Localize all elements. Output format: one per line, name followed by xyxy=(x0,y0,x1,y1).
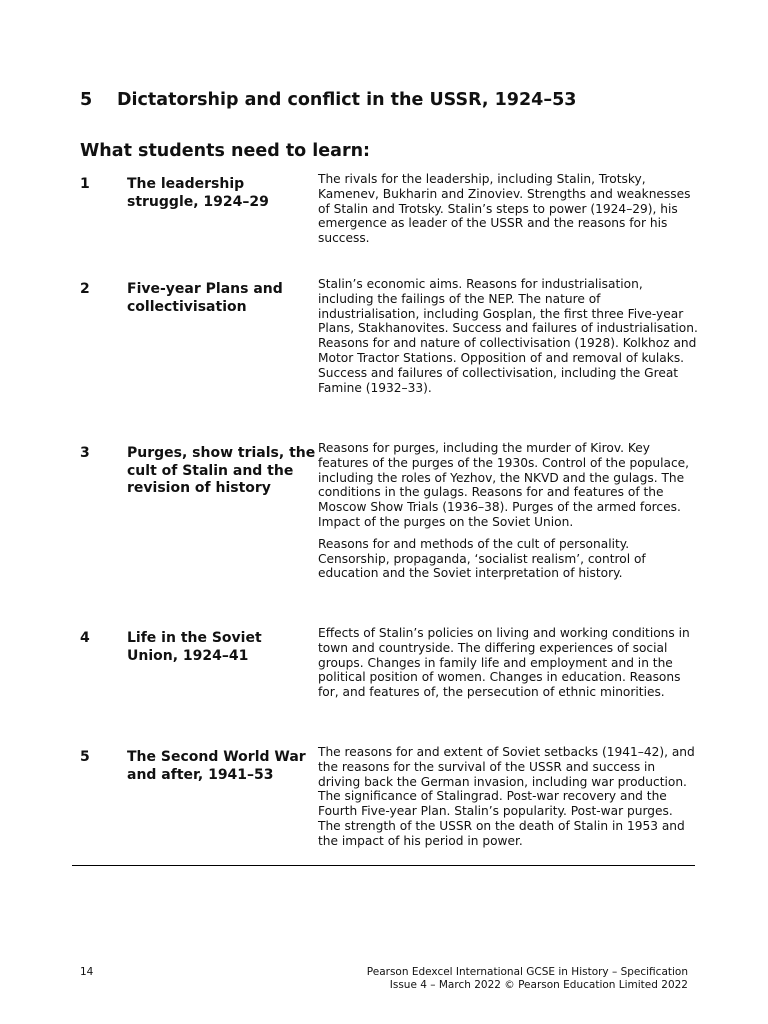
footer-publication-info xyxy=(367,966,688,991)
learning-subheading: What students need to learn: xyxy=(80,141,371,161)
topic-paragraph: Reasons for and methods of the cult of personality. Censorship, propaganda, ‘socialist realism’, control of education and the Soviet interpretation of history. xyxy=(318,536,646,581)
section-number: 5 xyxy=(80,90,93,110)
topic-title: Five-year Plans and collectivisation xyxy=(127,281,283,315)
footer-line: Pearson Edexcel International GCSE in History – Specification xyxy=(366,966,688,978)
topic-number: 2 xyxy=(80,281,90,297)
topic-paragraph: Stalin’s economic aims. Reasons for industrialisation, including the failings of the NEP. The nature of industrialisation, including Gosplan, the first three Five-year Plans, Stakhanovites. Success and failures of industrialisation. Reasons for and nature of collectivisation (1928). Kolkhoz and Motor Tractor Stations. Opposition of and removal of kulaks. Success and failures of collectivisation, including the Great Famine (1932–33). xyxy=(318,277,698,395)
topic-content xyxy=(318,626,698,707)
topic-paragraph: Effects of Stalin’s policies on living and working conditions in town and countryside. The differing experiences of social groups. Changes in family life and employment and in the political position of women. Changes in education. Reasons for, and features of, the persecution of ethnic minorities. xyxy=(318,626,690,700)
footer-line: Issue 4 – March 2022 © Pearson Education Limited 2022 xyxy=(389,978,688,991)
topic-title: Life in the Soviet Union, 1924–41 xyxy=(127,630,262,664)
topic-title: The Second World War and after, 1941–53 xyxy=(127,749,306,783)
section-title: Dictatorship and conflict in the USSR, 1924–53 xyxy=(117,90,577,110)
topic-number: 3 xyxy=(80,445,90,461)
table-bottom-rule xyxy=(72,865,695,866)
topic-paragraph: The rivals for the leadership, including Stalin, Trotsky, Kamenev, Bukharin and Zinoviev. Strengths and weaknesses of Stalin and Trotsky. Stalin’s steps to power (1924–29), his emergence as leader of the USSR and the reasons for his success. xyxy=(318,172,691,246)
topic-content xyxy=(318,441,698,588)
topic-number: 5 xyxy=(80,749,90,765)
topic-title: Purges, show trials, the cult of Stalin and the revision of history xyxy=(127,445,316,496)
topic-paragraph: Reasons for purges, including the murder of Kirov. Key features of the purges of the 1930s. Control of the populace, including the roles of Yezhov, the NKVD and the gulags. The conditions in the gulags. Reasons for and features of the Moscow Show Trials (1936–38). Purges of the armed forces. Impact of the purges on the Soviet Union. xyxy=(318,441,690,529)
topic-content xyxy=(318,277,698,402)
topic-paragraph: The reasons for and extent of Soviet setbacks (1941–42), and the reasons for the survival of the USSR and success in driving back the German invasion, including war production. The significance of Stalingrad. Post-war recovery and the Fourth Five-year Plan. Stalin’s popularity. Post-war purges. The strength of the USSR on the death of Stalin in 1953 and the impact of his period in power. xyxy=(318,745,695,848)
topic-number: 1 xyxy=(80,176,90,192)
topic-content xyxy=(318,745,698,856)
topic-content xyxy=(318,172,698,253)
page-number: 14 xyxy=(80,966,94,978)
topic-title: The leadership struggle, 1924–29 xyxy=(127,176,269,210)
topic-number: 4 xyxy=(80,630,90,646)
section-heading xyxy=(80,90,576,110)
